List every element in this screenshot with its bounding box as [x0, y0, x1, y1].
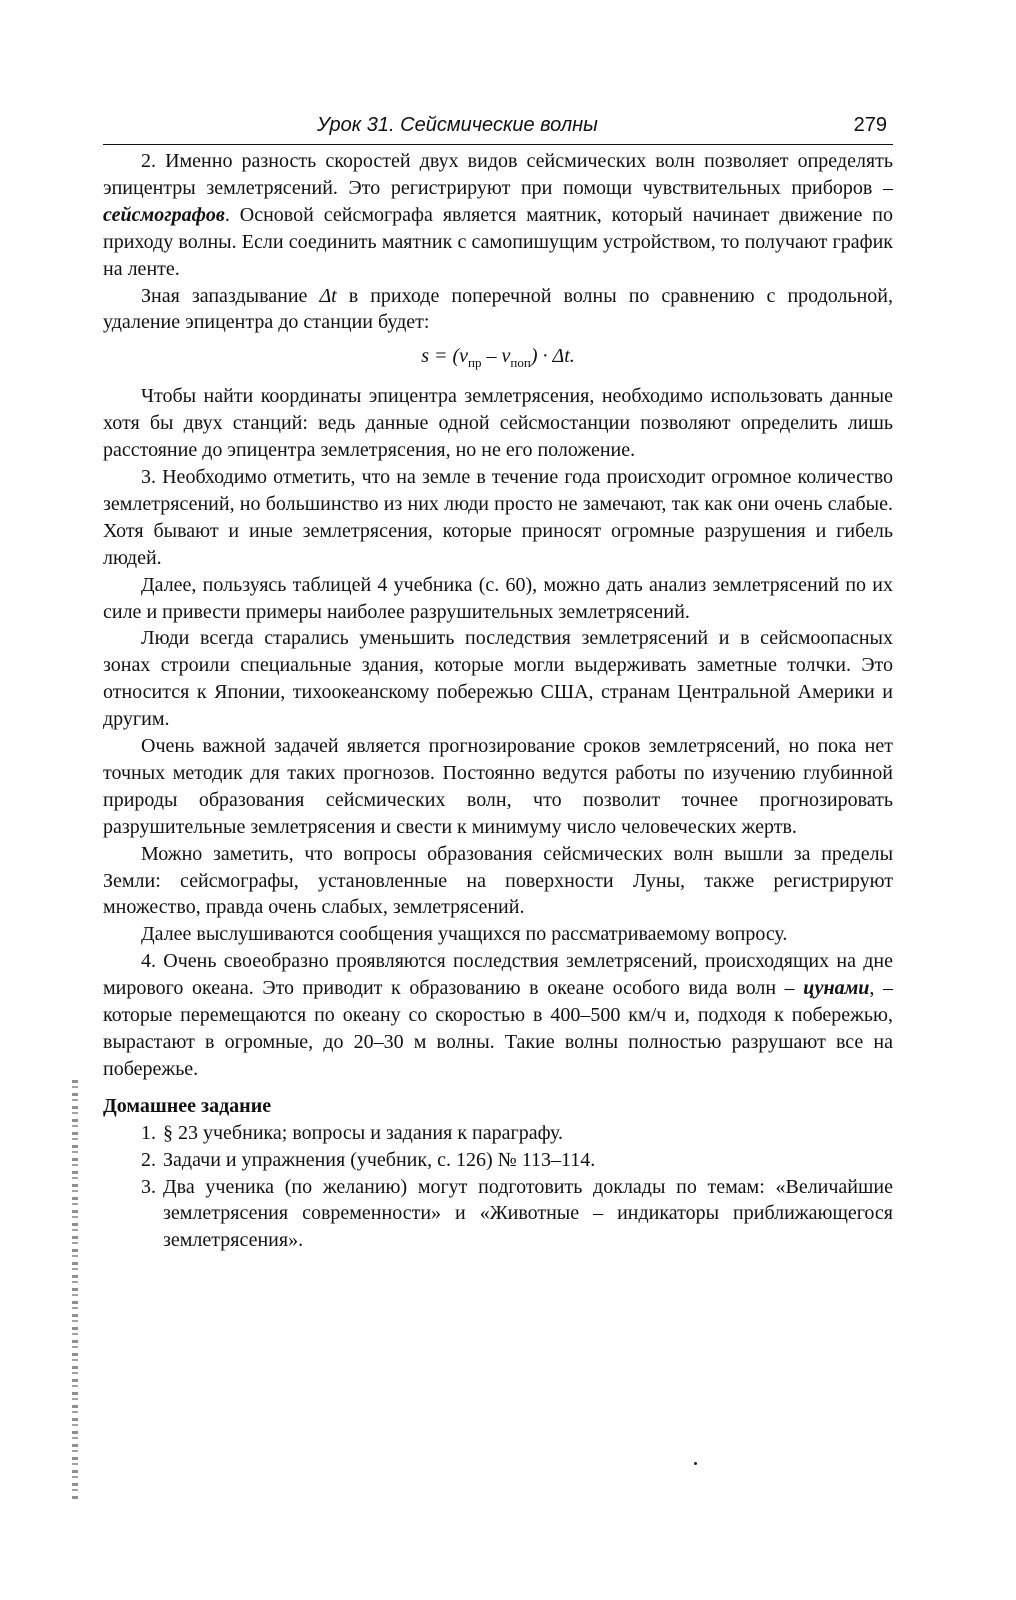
paragraph-6: Люди всегда старались уменьшить последствия землетрясений и в сейсмоопасных зонах строили специальные здания, которые могли выдерживать заметные толчки. Это относится к Японии, тихоокеанскому побережью США, странам Центральной Америки и другим.: [103, 627, 893, 731]
homework-item-text: Задачи и упражнения (учебник, с. 126) № 113–114.: [163, 1148, 596, 1171]
running-header: [103, 112, 893, 145]
term-tsunami: цунами: [803, 977, 870, 1000]
running-title: Урок 31. Сейсмические волны: [317, 114, 598, 136]
distance-formula: $s = (v_{пр} - v_{поп}) \cdot \Delta t$.: [421, 345, 575, 371]
paragraph-9: Далее выслушиваются сообщения учащихся по рассматриваемому вопросу.: [141, 923, 788, 946]
scan-edge-artifact: [72, 1080, 78, 1500]
scan-dot-artifact: [694, 1462, 697, 1465]
page-body: [103, 148, 893, 1254]
paragraph-3: Чтобы найти координаты эпицентра землетрясения, необходимо использовать данные хотя бы двух станций: ведь данные одной сейсмостанции позволяют определить лишь расстояние до эпицентра землетрясения, но не его положение.: [103, 385, 893, 462]
homework-list: [103, 1120, 893, 1255]
homework-item-number: 1.: [141, 1121, 156, 1144]
homework-item-number: 3.: [141, 1175, 156, 1198]
paragraph-10: 4. Очень своеобразно проявляются последствия землетрясений, происходящих на дне мирового океана. Это приводит к образованию в океане особого вида волн – цунами, – которые перемещаются по океану со скоростью в 400–500 км/ч и, подходя к побережью, вырастают в огромные, до 20–30 м волны. Такие волны полностью разрушают все на побережье.: [103, 950, 894, 1080]
paragraph-7: Очень важной задачей является прогнозирование сроков землетрясений, но пока нет точных методик для таких прогнозов. Постоянно ведутся работы по изучению глубинной природы образования сейсмических волн, что позволит точнее прогнозировать разрушительные землетрясения и свести к минимуму число человеческих жертв.: [103, 735, 893, 838]
homework-item: [103, 1147, 893, 1174]
homework-heading: Домашнее задание: [103, 1094, 272, 1117]
paragraph-1: 2. Именно разность скоростей двух видов сейсмических волн позволяет определять эпицентры землетрясений. Это регистрируют при помощи чувствительных приборов – сейсмографов. Основой сейсмографа является маятник, который начинает движение по приходу волны. Если соединить маятник с самопишущим устройством, то получают график на ленте.: [103, 150, 893, 280]
homework-item: [103, 1120, 893, 1147]
homework-item: [103, 1174, 893, 1255]
paragraph-2: Зная запаздывание Δt в приходе поперечной волны по сравнению с продольной, удаление эпицентра до станции будет:: [103, 284, 894, 334]
paragraph-4: 3. Необходимо отметить, что на земле в течение года происходит огромное количество землетрясений, но большинство из них люди просто не замечают, так как они очень слабые. Хотя бывают и иные землетрясения, которые приносят огромные разрушения и гибель людей.: [103, 465, 893, 569]
homework-item-text: § 23 учебника; вопросы и задания к параграфу.: [163, 1121, 564, 1144]
term-seismographs: сейсмографов: [103, 203, 225, 226]
homework-item-text: Два ученика (по желанию) могут подготовить доклады по темам: «Величайшие землетрясения современности» и «Животные – индикаторы приближающегося землетрясения».: [163, 1175, 893, 1252]
delta-t-symbol: Δt: [319, 284, 337, 307]
paragraph-8: Можно заметить, что вопросы образования сейсмических волн вышли за пределы Земли: сейсмографы, установленные на поверхности Луны, также регистрируют множество, правда очень слабых, землетрясений.: [103, 842, 893, 919]
page-number: 279: [853, 114, 887, 136]
paragraph-5: Далее, пользуясь таблицей 4 учебника (с. 60), можно дать анализ землетрясений по их силе и привести примеры наиболее разрушительных землетрясений.: [103, 573, 893, 623]
homework-item-number: 2.: [141, 1148, 156, 1171]
